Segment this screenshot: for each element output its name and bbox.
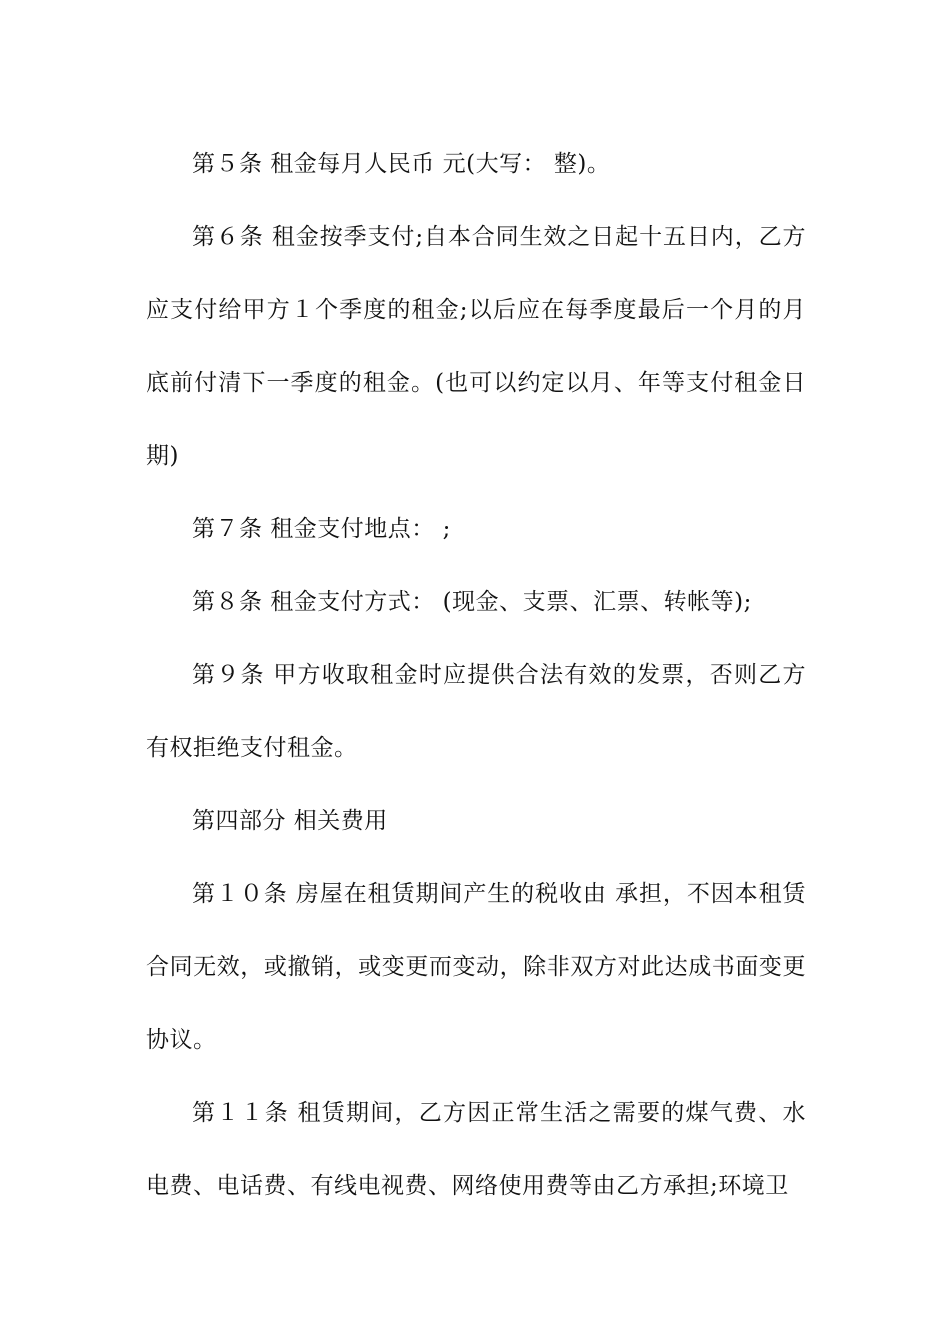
clause-10: 第１０条 房屋在租赁期间产生的税收由 承担，不因本租赁合同无效，或撤销，或变更而变动，除非双方对此达成书面变更协议。 — [146, 881, 806, 1053]
document-body — [146, 128, 806, 1223]
clause-9: 第９条 甲方收取租金时应提供合法有效的发票，否则乙方有权拒绝支付租金。 — [146, 662, 806, 761]
section-heading-part-4: 第四部分 相关费用 — [192, 808, 388, 834]
clause-8: 第８条 租金支付方式： (现金、支票、汇票、转帐等); — [192, 589, 752, 615]
clause-6: 第６条 租金按季支付;自本合同生效之日起十五日内，乙方应支付给甲方１个季度的租金;以后应在每季度最后一个月的月底前付清下一季度的租金。(也可以约定以月、年等支付租金日期) — [146, 224, 806, 469]
clause-11: 第１１条 租赁期间，乙方因正常生活之需要的煤气费、水电费、电话费、有线电视费、网络使用费等由乙方承担;环境卫 — [146, 1100, 806, 1199]
clause-5: 第５条 租金每月人民币 元(大写： 整)。 — [192, 151, 611, 177]
clause-7: 第７条 租金支付地点： ; — [192, 516, 451, 542]
